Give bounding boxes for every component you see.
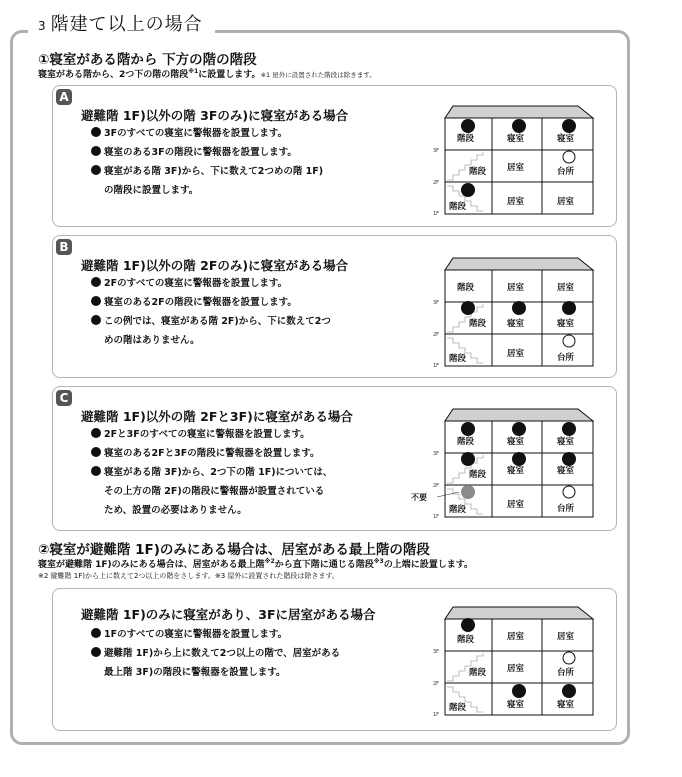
house-svg <box>423 96 593 216</box>
bullet-continuation: の階段に設置します。 <box>104 185 199 196</box>
footnote-mark-1: ※1 <box>188 68 199 75</box>
house-diagram-c <box>411 399 593 520</box>
bullet-item <box>91 162 323 181</box>
card-d-bullets <box>91 625 340 682</box>
smoke-detector-icon <box>461 422 475 436</box>
house-diagram-a <box>423 96 593 216</box>
card-c-title: 避難階 1F)以外の階 2Fと3F)に寝室がある場合 <box>81 409 353 424</box>
title-text: 階建て以上の場合 <box>50 14 203 35</box>
bullet-dot-icon <box>91 628 101 638</box>
svg-text:居室: 居室 <box>507 664 525 674</box>
section2-sub-c: の上端に設置します。 <box>383 560 473 570</box>
svg-text:階段: 階段 <box>457 437 475 447</box>
svg-text:階段: 階段 <box>469 668 487 678</box>
svg-text:居室: 居室 <box>507 283 525 293</box>
svg-text:階段: 階段 <box>449 505 467 515</box>
smoke-detector-icon <box>512 684 526 698</box>
footnote-mark-2: ※2 <box>264 558 275 565</box>
section1-sub-tail: に設置します。 <box>198 70 261 80</box>
bullet-text: 避難階 1F)から上に数えて2つ以上の階で、居室がある <box>104 648 341 659</box>
page-title <box>28 10 215 36</box>
section2-subtext <box>38 557 473 570</box>
svg-text:居室: 居室 <box>557 197 575 207</box>
badge-b: B <box>56 239 72 255</box>
card-a <box>52 85 617 227</box>
card-b <box>52 235 617 378</box>
bullet-dot-icon <box>91 127 101 137</box>
bullet-dot-icon <box>91 165 101 175</box>
bullet-item <box>91 625 340 644</box>
svg-text:階段: 階段 <box>449 703 467 713</box>
svg-text:1F: 1F <box>433 211 440 217</box>
house-svg <box>411 399 593 520</box>
section2-sub-b: から直下階に通じる階段 <box>274 560 374 570</box>
bullet-text: 寝室がある階 3F)から、2つ下の階 1F)については、 <box>104 467 333 478</box>
svg-text:3F: 3F <box>433 300 440 306</box>
smoke-detector-icon <box>461 452 475 466</box>
bullet-item <box>91 312 331 331</box>
svg-text:居室: 居室 <box>507 163 525 173</box>
bullet-item <box>91 274 331 293</box>
smoke-detector-icon <box>512 422 526 436</box>
svg-text:寝室: 寝室 <box>507 437 525 447</box>
heat-detector-icon <box>563 335 575 347</box>
bullet-text: 1Fのすべての寝室に警報器を設置します。 <box>104 629 288 640</box>
section1-sub-main: 寝室がある階から、2つ下の階の階段 <box>38 70 189 80</box>
bullet-item <box>91 143 323 162</box>
svg-text:寝室: 寝室 <box>557 466 575 476</box>
svg-text:3F: 3F <box>433 451 440 457</box>
smoke-detector-icon <box>562 301 576 315</box>
svg-text:居室: 居室 <box>507 197 525 207</box>
svg-text:台所: 台所 <box>557 668 575 678</box>
svg-text:階段: 階段 <box>469 167 487 177</box>
svg-text:階段: 階段 <box>469 470 487 480</box>
bullet-text: この例では、寝室がある階 2F)から、下に数えて2つ <box>104 316 331 327</box>
smoke-detector-icon <box>562 452 576 466</box>
section2-note: ※2 避難階 1F)から上に数えて2つ以上の階をさします。※3 屋外に設置された階段は除きます。 <box>38 572 339 580</box>
card-b-title: 避難階 1F)以外の階 2Fのみ)に寝室がある場合 <box>81 258 349 273</box>
bullet-dot-icon <box>91 428 101 438</box>
bullet-continuation: ため、設置の必要はありません。 <box>104 505 247 516</box>
bullet-continuation: めの階はありません。 <box>104 335 200 346</box>
bullet-continuation: 最上階 3F)の階段に警報器を設置します。 <box>104 667 286 678</box>
svg-text:台所: 台所 <box>557 353 575 363</box>
bullet-dot-icon <box>91 466 101 476</box>
svg-text:3F: 3F <box>433 649 440 655</box>
section1-subtext <box>38 67 376 80</box>
bullet-item <box>91 644 340 663</box>
svg-text:階段: 階段 <box>457 635 475 645</box>
bullet-continuation: その上方の階 2F)の階段に警報器が設置されている <box>104 486 325 497</box>
svg-text:台所: 台所 <box>557 167 575 177</box>
bullet-text: 2Fのすべての寝室に警報器を設置します。 <box>104 278 288 289</box>
svg-text:居室: 居室 <box>557 632 575 642</box>
house-svg <box>423 597 593 717</box>
section2-sub-a: 寝室が避難階 1F)のみにある場合は、居室がある最上階 <box>38 560 265 570</box>
svg-text:2F: 2F <box>433 681 440 687</box>
svg-text:寝室: 寝室 <box>557 437 575 447</box>
smoke-detector-icon <box>512 301 526 315</box>
house-svg <box>423 248 593 368</box>
svg-text:2F: 2F <box>433 180 440 186</box>
svg-text:居室: 居室 <box>507 500 525 510</box>
bullet-dot-icon <box>91 277 101 287</box>
bullet-item <box>91 124 323 143</box>
svg-text:1F: 1F <box>433 514 440 520</box>
svg-text:2F: 2F <box>433 332 440 338</box>
smoke-detector-icon <box>562 422 576 436</box>
svg-text:階段: 階段 <box>457 134 475 144</box>
svg-text:1F: 1F <box>433 363 440 369</box>
card-a-bullets <box>91 124 323 200</box>
svg-text:寝室: 寝室 <box>557 319 575 329</box>
card-c <box>52 386 617 531</box>
bullet-dot-icon <box>91 647 101 657</box>
smoke-detector-icon <box>461 183 475 197</box>
badge-c: C <box>56 390 72 406</box>
card-c-bullets <box>91 425 332 520</box>
svg-text:寝室: 寝室 <box>557 700 575 710</box>
smoke-detector-icon <box>461 119 475 133</box>
smoke-detector-icon <box>461 618 475 632</box>
card-d <box>52 588 617 731</box>
section1-heading: ①寝室がある階から 下方の階の階段 <box>38 52 257 68</box>
svg-text:1F: 1F <box>433 712 440 718</box>
bullet-text: 寝室のある3Fの階段に警報器を設置します。 <box>104 147 297 158</box>
svg-text:寝室: 寝室 <box>507 466 525 476</box>
section2-heading: ②寝室が避難階 1F)のみにある場合は、居室がある最上階の階段 <box>38 542 430 558</box>
bullet-text: 寝室のある2Fの階段に警報器を設置します。 <box>104 297 297 308</box>
smoke-detector-icon <box>461 301 475 315</box>
title-number: 3 <box>38 19 47 33</box>
smoke-detector-icon <box>512 452 526 466</box>
bullet-item <box>91 463 332 482</box>
svg-text:2F: 2F <box>433 483 440 489</box>
section1-note: ※1 屋外に設置された階段は除きます。 <box>260 71 376 79</box>
smoke-detector-icon <box>562 684 576 698</box>
svg-text:3F: 3F <box>433 148 440 154</box>
bullet-dot-icon <box>91 447 101 457</box>
heat-detector-icon <box>563 652 575 664</box>
house-diagram-b <box>423 248 593 368</box>
svg-text:不要: 不要 <box>411 493 427 502</box>
bullet-dot-icon <box>91 146 101 156</box>
card-d-title: 避難階 1F)のみに寝室があり、3Fに居室がある場合 <box>81 607 376 622</box>
svg-text:寝室: 寝室 <box>507 134 525 144</box>
smoke-detector-icon <box>512 119 526 133</box>
bullet-item <box>91 425 332 444</box>
heat-detector-icon <box>563 486 575 498</box>
smoke-detector-icon <box>562 119 576 133</box>
badge-a: A <box>56 89 72 105</box>
card-a-title: 避難階 1F)以外の階 3Fのみ)に寝室がある場合 <box>81 108 349 123</box>
svg-text:居室: 居室 <box>507 349 525 359</box>
svg-text:階段: 階段 <box>457 283 475 293</box>
bullet-dot-icon <box>91 315 101 325</box>
svg-text:階段: 階段 <box>469 319 487 329</box>
svg-text:階段: 階段 <box>449 354 467 364</box>
not-required-detector-icon <box>461 485 475 499</box>
heat-detector-icon <box>563 151 575 163</box>
bullet-text: 寝室のある2Fと3Fの階段に警報器を設置します。 <box>104 448 320 459</box>
house-diagram-d <box>423 597 593 717</box>
card-b-bullets <box>91 274 331 350</box>
svg-text:寝室: 寝室 <box>557 134 575 144</box>
svg-text:台所: 台所 <box>557 504 575 514</box>
bullet-text: 3Fのすべての寝室に警報器を設置します。 <box>104 128 288 139</box>
svg-text:居室: 居室 <box>507 632 525 642</box>
bullet-item <box>91 293 331 312</box>
svg-text:居室: 居室 <box>557 283 575 293</box>
svg-text:階段: 階段 <box>449 202 467 212</box>
bullet-text: 寝室がある階 3F)から、下に数えて2つめの階 1F) <box>104 166 324 177</box>
bullet-item <box>91 444 332 463</box>
bullet-text: 2Fと3Fのすべての寝室に警報器を設置します。 <box>104 429 310 440</box>
svg-text:寝室: 寝室 <box>507 700 525 710</box>
bullet-dot-icon <box>91 296 101 306</box>
footnote-mark-3: ※3 <box>373 558 384 565</box>
svg-text:寝室: 寝室 <box>507 319 525 329</box>
